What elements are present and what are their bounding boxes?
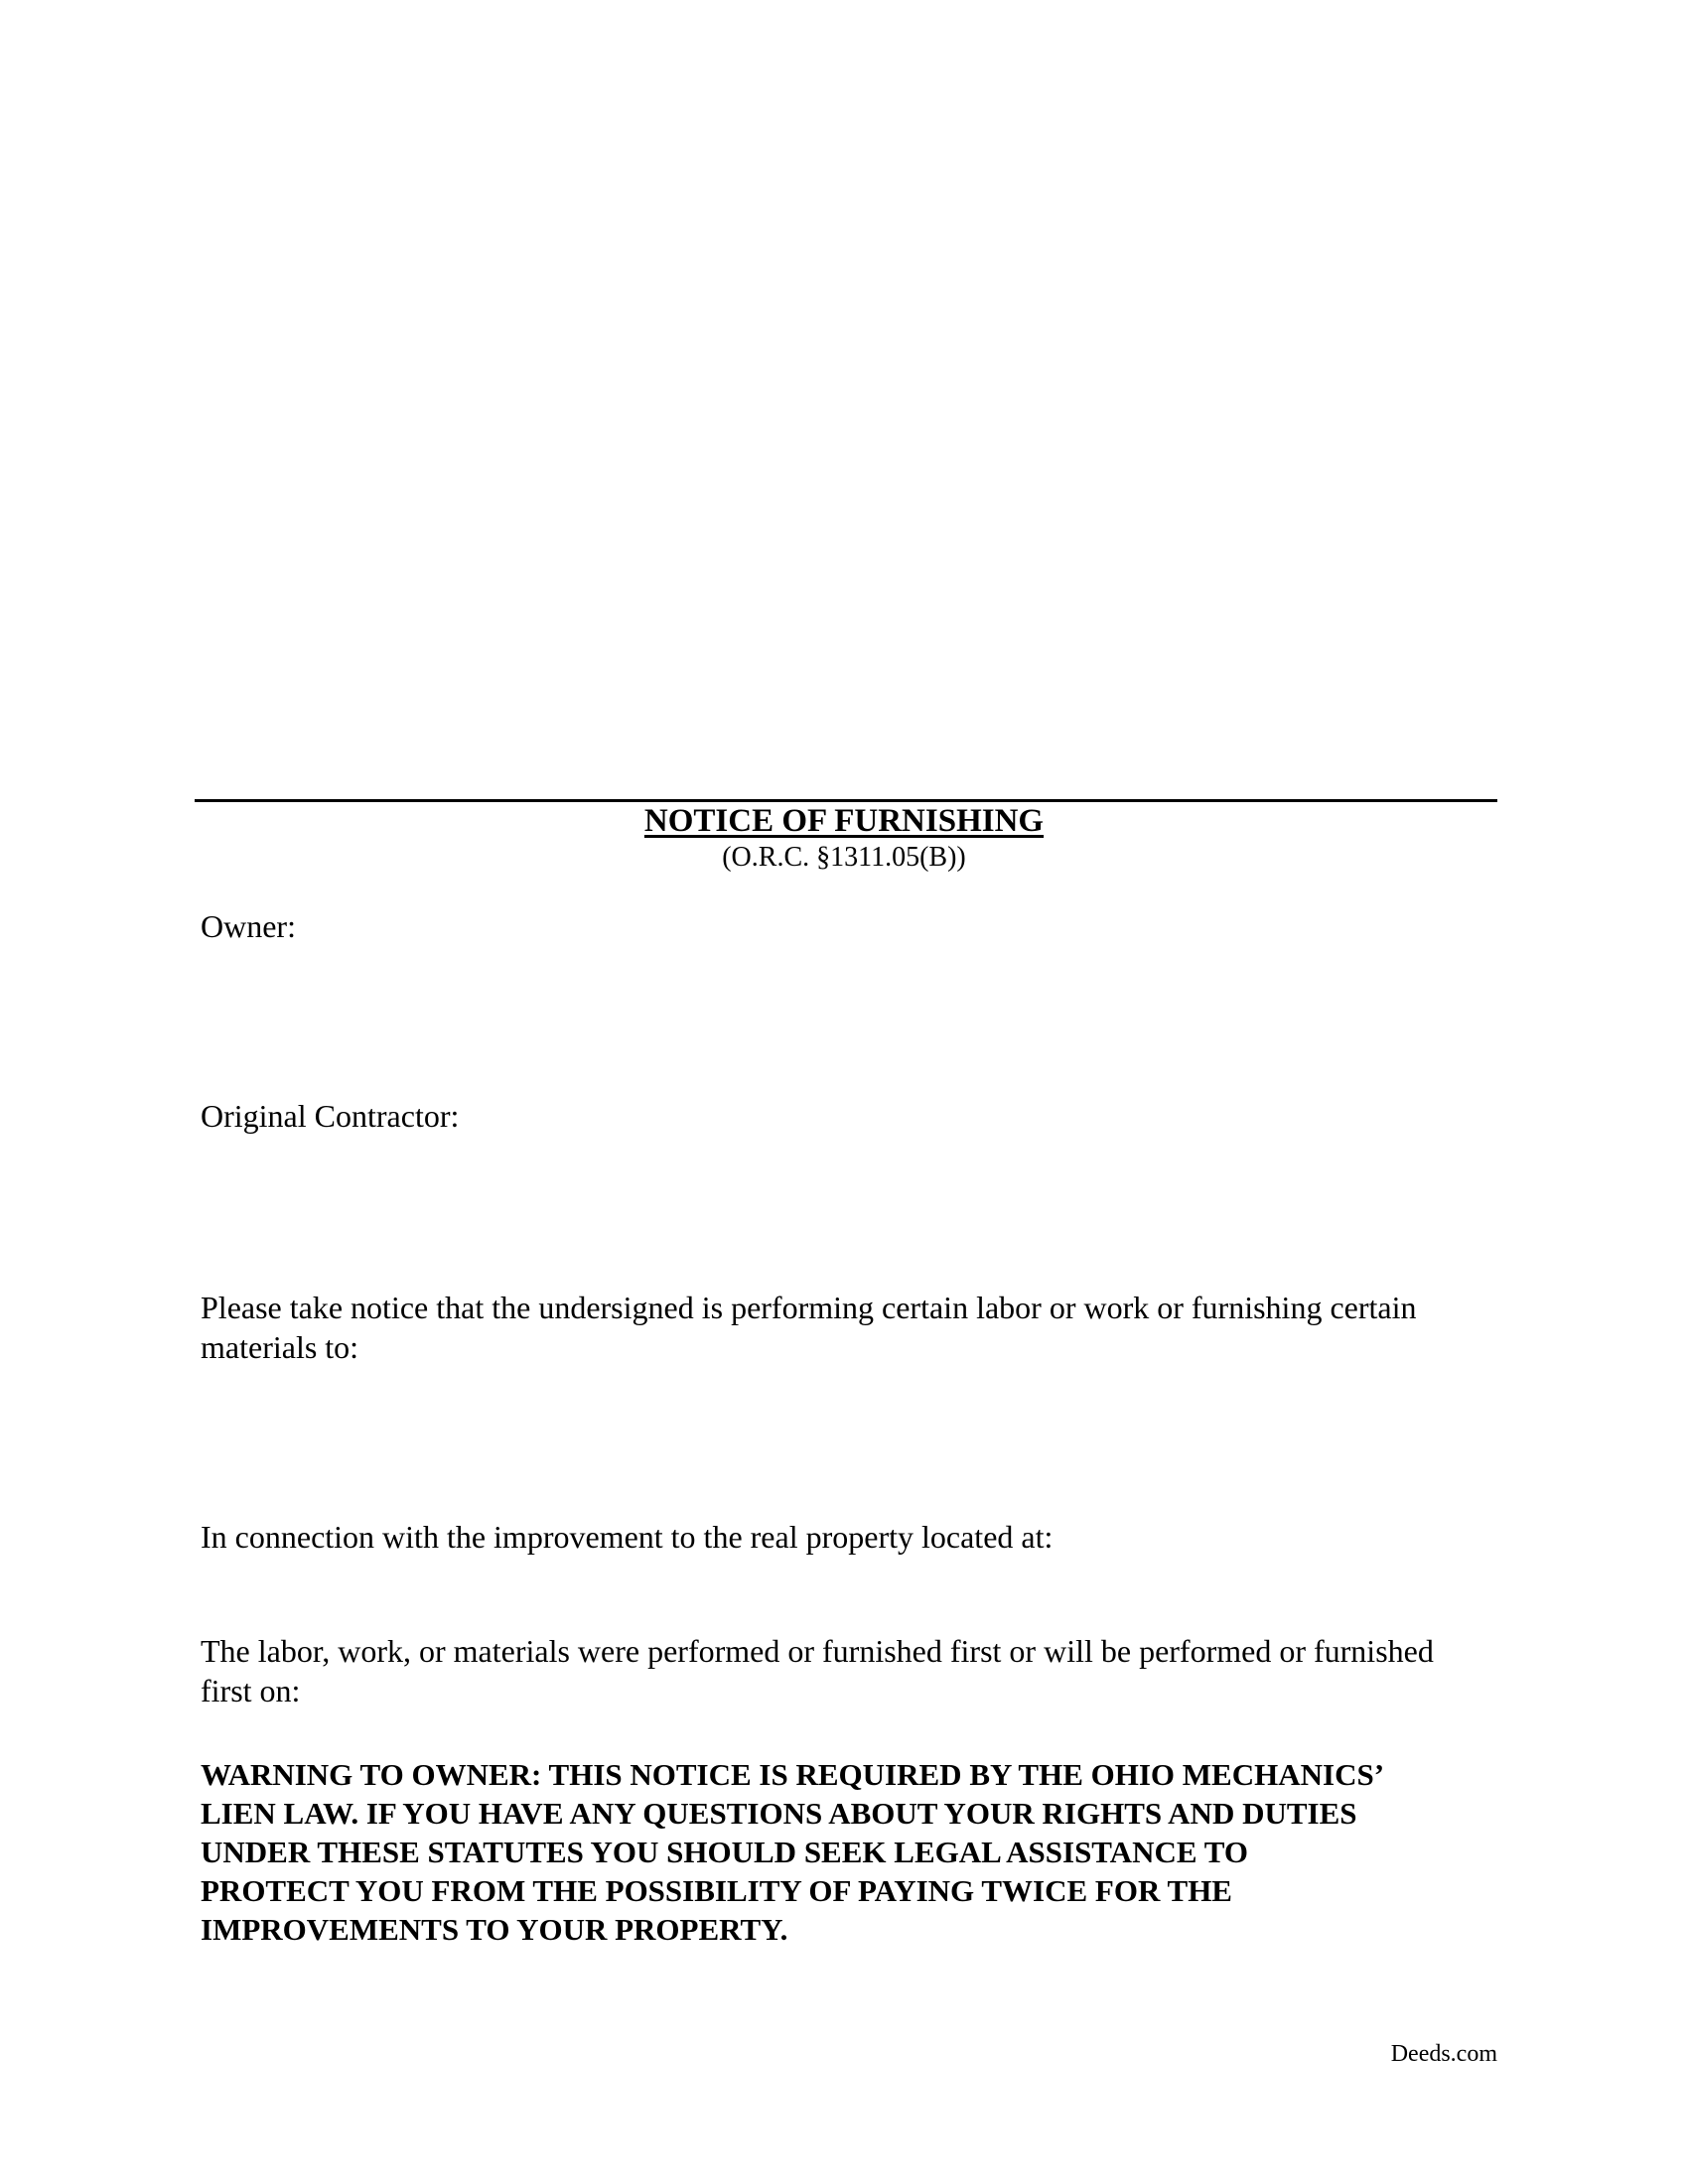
first-furnished-paragraph: The labor, work, or materials were performed or furnished first or will be performed or furnished first on: — [201, 1633, 1434, 1708]
warning-line: WARNING TO OWNER: THIS NOTICE IS REQUIRED BY THE OHIO MECHANICS’ — [201, 1757, 1385, 1792]
statute-citation: (O.R.C. §1311.05(B)) — [722, 842, 966, 873]
warning-line: IMPROVEMENTS TO YOUR PROPERTY. — [201, 1912, 788, 1947]
property-location-paragraph: In connection with the improvement to the real property located at: — [201, 1519, 1054, 1555]
owner-label: Owner: — [201, 908, 296, 944]
warning-line: LIEN LAW. IF YOU HAVE ANY QUESTIONS ABOUT YOUR RIGHTS AND DUTIES — [201, 1796, 1357, 1831]
original-contractor-label: Original Contractor: — [201, 1098, 460, 1134]
warning-line: UNDER THESE STATUTES YOU SHOULD SEEK LEGAL ASSISTANCE TO — [201, 1835, 1248, 1869]
footer-brand: Deeds.com — [1390, 2041, 1497, 2067]
owner-warning — [201, 1755, 1501, 1949]
notice-paragraph: Please take notice that the undersigned is performing certain labor or work or furnishing certain materials to: — [201, 1290, 1417, 1365]
warning-line: PROTECT YOU FROM THE POSSIBILITY OF PAYING TWICE FOR THE — [201, 1873, 1232, 1908]
document-title: NOTICE OF FURNISHING — [643, 803, 1045, 839]
